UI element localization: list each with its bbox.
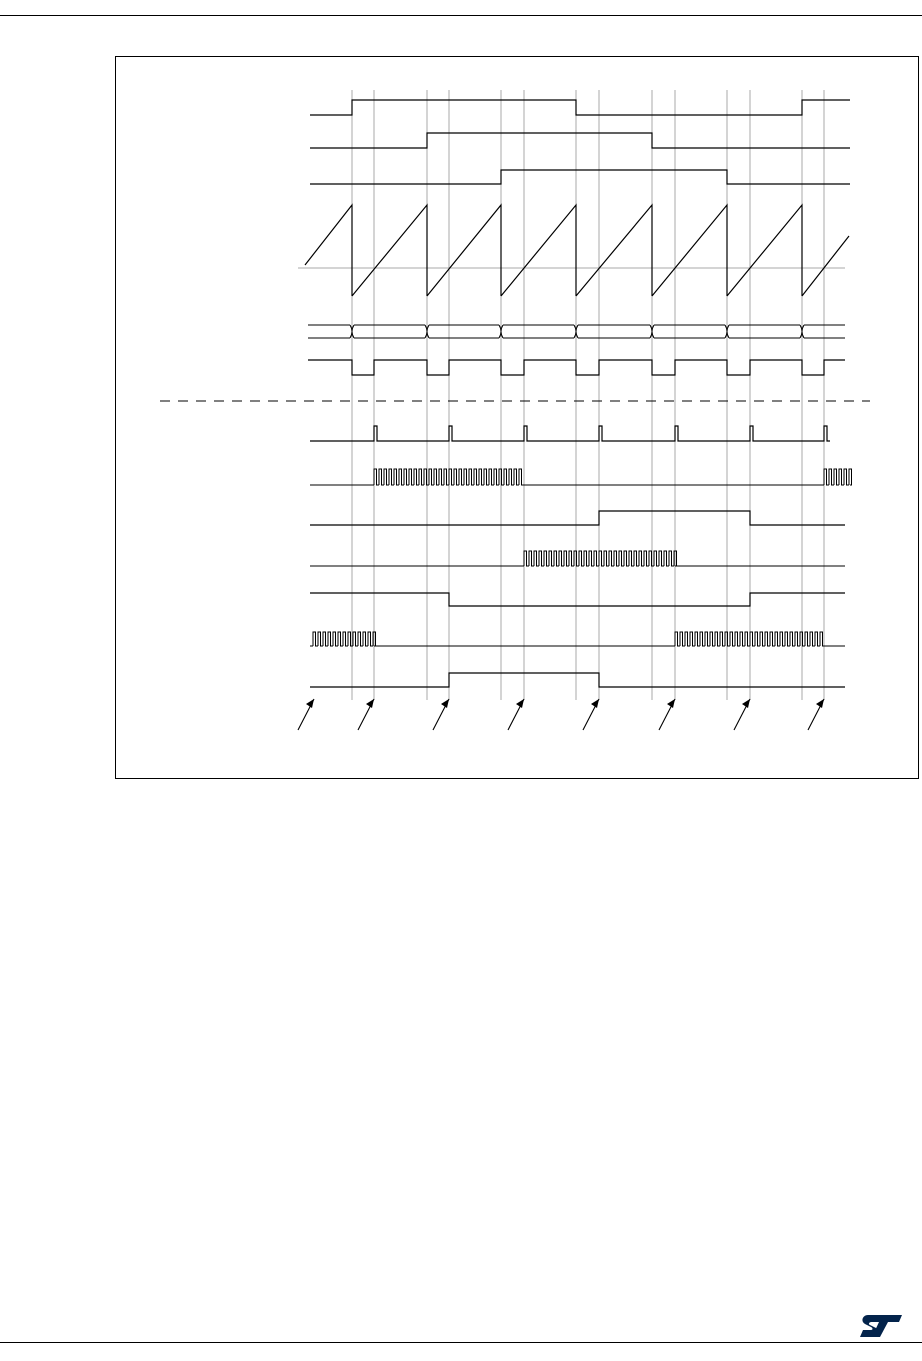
event-arrow-head	[306, 699, 314, 708]
sig-8-waveform	[310, 469, 852, 485]
sig-13-waveform	[310, 673, 845, 687]
ramp-tail	[802, 236, 849, 296]
gridlines	[352, 90, 824, 700]
sig-10-waveform	[310, 551, 845, 566]
sig-12-waveform	[310, 632, 845, 646]
ramp-lead	[305, 205, 352, 296]
event-arrow-head	[516, 699, 524, 708]
sig-6-waveform	[308, 360, 845, 375]
ramp-period	[576, 205, 652, 296]
sig-3-waveform	[310, 170, 850, 184]
ramp-period	[652, 205, 727, 296]
ramp-period	[501, 205, 576, 296]
footer-rule	[0, 1342, 922, 1343]
sig-7-waveform	[310, 426, 830, 441]
sig-9-waveform	[310, 511, 845, 525]
signals	[305, 100, 852, 687]
sig-2-waveform	[310, 133, 850, 148]
sig-11-waveform	[310, 593, 845, 606]
st-logo-shape	[860, 1315, 902, 1337]
event-arrows	[298, 699, 824, 730]
event-arrow-head	[441, 699, 449, 708]
event-arrow-head	[591, 699, 599, 708]
event-arrow-head	[667, 699, 675, 708]
ramp-period	[427, 205, 501, 296]
event-arrow-head	[366, 699, 374, 708]
event-arrow-head	[816, 699, 824, 708]
event-arrow-head	[742, 699, 750, 708]
ramp-period	[727, 205, 802, 296]
ramp-period	[352, 205, 427, 296]
st-logo	[858, 1313, 904, 1339]
sig-1-waveform	[310, 100, 850, 115]
